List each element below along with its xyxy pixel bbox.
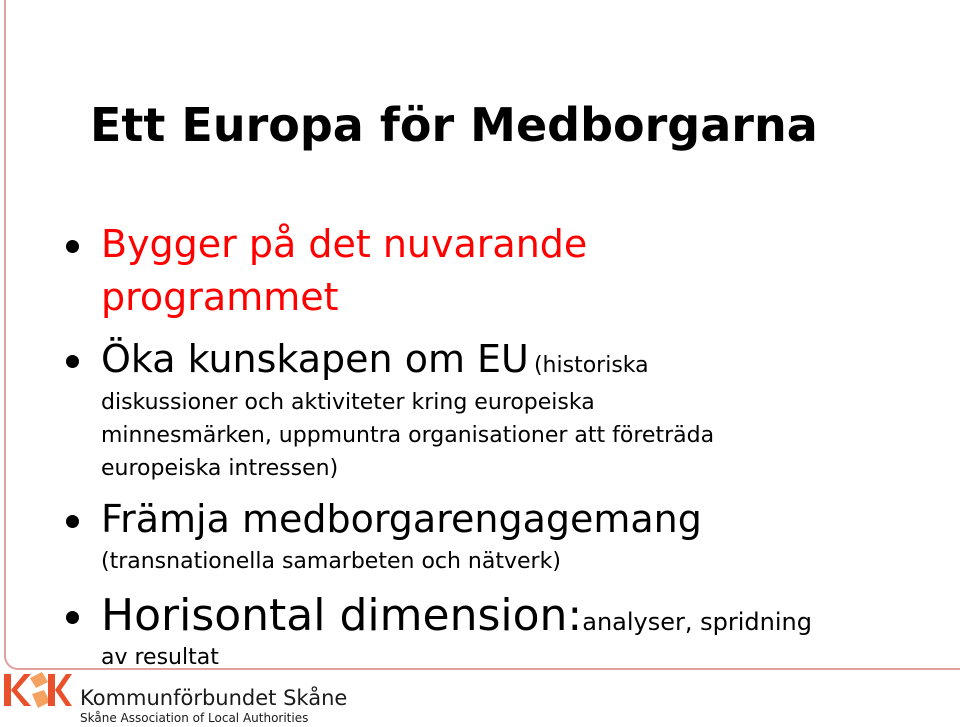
logo-k-right bbox=[48, 674, 72, 706]
bullet-1-line-2: programmet bbox=[101, 275, 339, 319]
organization-logo bbox=[4, 668, 72, 712]
bullet-2-aside: (historiska bbox=[533, 353, 649, 378]
bullet-4-heading bbox=[101, 590, 812, 641]
organization-subtitle: Skåne Association of Local Authorities bbox=[80, 711, 309, 725]
bullet-4-main: Horisontal dimension: bbox=[101, 590, 583, 641]
bullet-3-line-1: (transnationella samarbeten och nätverk) bbox=[101, 549, 561, 574]
logo-k-left bbox=[4, 674, 31, 706]
bullet-2-line-1: diskussioner och aktiviteter kring europeiska bbox=[101, 390, 595, 415]
logo-s-middle bbox=[30, 672, 50, 708]
bullet-4-line-1: av resultat bbox=[101, 645, 219, 670]
bullet-marker bbox=[66, 240, 79, 253]
bullet-2-heading bbox=[101, 337, 649, 381]
bullet-2-main: Öka kunskapen om EU bbox=[101, 337, 529, 381]
bullet-marker bbox=[66, 515, 79, 528]
bullet-2-line-3: europeiska intressen) bbox=[101, 456, 339, 481]
bullet-1-line-1: Bygger på det nuvarande bbox=[101, 222, 588, 266]
bullet-2-line-2: minnesmärken, uppmuntra organisationer att företräda bbox=[101, 423, 715, 448]
slide-title: Ett Europa för Medborgarna bbox=[90, 98, 818, 152]
organization-name: Kommunförbundet Skåne bbox=[80, 686, 348, 710]
bullet-marker bbox=[66, 611, 79, 624]
bullet-marker bbox=[66, 355, 79, 368]
bullet-4-aside: analyser, spridning bbox=[582, 608, 812, 636]
bullet-3-main: Främja medborgarengagemang bbox=[101, 497, 702, 541]
